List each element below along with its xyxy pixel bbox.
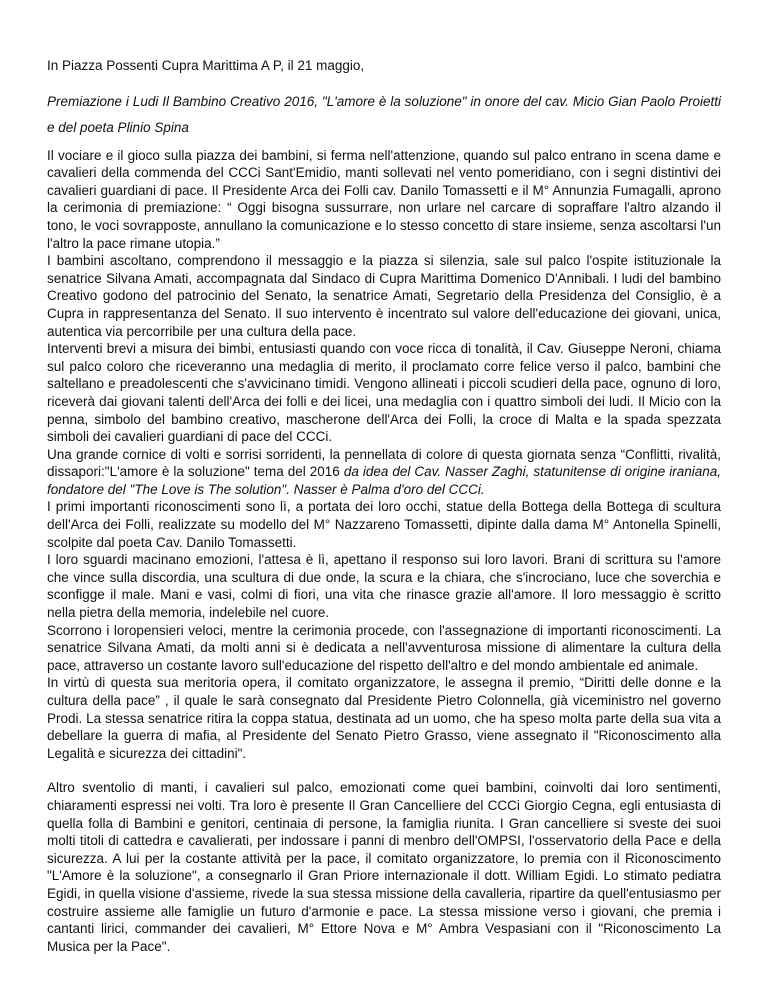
paragraph-3: Interventi brevi a misura dei bimbi, entusiasti quando con voce ricca di tonalità, il Cav. Giuseppe Neroni, chiama sul palco coloro che riceveranno una medaglia di merito, il proclamato corre felice verso il palco, bambini che saltellano e preadolescenti che s'avvicinano timidi. Vengono allineati i piccoli scudieri della pace, ognuno di loro, riceverà dai giovani talenti dell'Arca dei folli e dei licei, una medaglia con i quattro simboli dei ludi. Il Micio con la penna, simbolo del bambino creativo, mascherone dell'Arca dei Folli, la croce di Malta e la spada spezzata simboli dei cavalieri guardiani di pace del CCCi. bbox=[47, 341, 721, 445]
paragraph-8: In virtù di questa sua meritoria opera, il comitato organizzatore, le assegna il premio, “Diritti delle donne e la cultura della pace” , il quale le sarà consegnato dal Presidente Pietro Colonnella, già viceministro nel governo Prodi. La stessa senatrice ritira la coppa statua, destinata ad un uomo, che ha speso molta parte della sua vita a debellare la guerra di mafia, al Presidente del Senato Pietro Grasso, viene assegnato il "Riconoscimento alla Legalità e sicurezza dei cittadini". bbox=[47, 675, 721, 761]
paragraph-6: I loro sguardi macinano emozioni, l'attesa è lì, apettano il responso sui loro lavori. Brani di scrittura su l'amore che vince sulla discordia, una scultura di due onde, la scura e la chiara, che s'incrociano, luce che soverchia e sconfigge il male. Mani e vasi, colmi di fiori, una vita che rinasce grazie all'amore. Il loro messaggio è scritto nella pietra della memoria, indelebile nel cuore. bbox=[47, 552, 721, 621]
paragraph-2: I bambini ascoltano, comprendono il messaggio e la piazza si silenzia, sale sul palco l'ospite istituzionale la senatrice Silvana Amati, accompagnata dal Sindaco di Cupra Marittima Domenico D'Annibali. I ludi del bambino Creativo godono del patrocinio del Senato, la senatrice Amati, Segretario della Presidenza del Consiglio, è a Cupra in rappresentanza del Senato. Il suo intervento è incentrato sul valore dell'educazione dei giovani, unica, autentica via percorribile per una cultura della pace. bbox=[47, 253, 721, 339]
paragraph-5: I primi importanti riconoscimenti sono lì, a portata dei loro occhi, statue della Bottega della Bottega di scultura dell'Arca dei Folli, realizzate su modello del M° Nazzareno Tomassetti, dipinte dalla dama M° Antonella Spinelli, scolpite dal poeta Cav. Danilo Tomassetti. bbox=[47, 499, 721, 550]
paragraph-4-italic: da idea del Cav. Nasser Zaghi, statunitense di origine iraniana, fondatore del "The Love is The solution". Nasser è Palma d'oro del CCCi. bbox=[47, 464, 721, 497]
paragraph-9: Altro sventolio di manti, i cavalieri sul palco, emozionati come quei bambini, coinvolti dai loro sentimenti, chiaramenti espressi nei volti. Tra loro è presente Il Gran Cancelliere del CCCi Giorgio Cegna, egli entusiasta di quella folla di Bambini e genitori, centinaia di persone, la famiglia riunita. I Gran cancelliere si sveste dei suoi molti titoli di cattedra e cavalierati, per indossare i panni di menbro dell'OMPSI, l'osservatorio della Pace e della sicurezza. A lui per la costante attività per la pace, il comitato organizzatore, lo premia con il Riconoscimento "L'Amore è la soluzione", a consegnarlo il Gran Priore internazionale il dott. William Egidi. Lo stimato pediatra Egidi, in quella visione d'assieme, rivede la sua stessa missione della cavalleria, ripartire da quell'entusiasmo per costruire assieme alle famiglie un futuro d'armonie e pace. La stessa missione verso i giovani, che premia i cantanti lirici, commander dei cavalieri, M° Ettore Nova e M° Ambra Vespasiani con il "Riconoscimento La Musica per la Pace". bbox=[47, 780, 721, 954]
paragraph-4 bbox=[47, 446, 721, 499]
article-title: Premiazione i Ludi Il Bambino Creativo 2016, "L'amore è la soluzione" in onore del cav. Micio Gian Paolo Proietti e del poeta Plinio Spina bbox=[47, 93, 721, 135]
paragraph-7: Scorrono i loropensieri veloci, mentre la cerimonia procede, con l'assegnazione di importanti riconoscimenti. La senatrice Silvana Amati, da molti anni si è dedicata a nell'avventurosa missione di alimentare la cultura della pace, attraverso un costante lavoro sull'educazione del rispetto dell'altro e del mondo ambientale ed animale. bbox=[47, 622, 721, 673]
place-date-line: In Piazza Possenti Cupra Marittima A P, il 21 maggio, bbox=[47, 58, 365, 73]
paragraph-4-text: Una grande cornice di volti e sorrisi sorridenti, la pennellata di colore di questa giornata senza “Conflitti, rivalità, dissapori:"L'amore è la soluzione" tema del 2016 bbox=[47, 446, 721, 480]
paragraph-1: Il vociare e il gioco sulla piazza dei bambini, si ferma nell'attenzione, quando sul palco entrano in scena dame e cavalieri della commenda del CCCi Sant'Emidio, manti sollevati nel vento pomeridiano, con i segni distintivi dei cavalieri guardiani di pace. Il Presidente Arca dei Folli cav. Danilo Tomassetti e il M° Annunzia Fumagalli, aprono la cerimonia di premiazione: “ Oggi bisogna sussurrare, non urlare nel carcare di sopraffare l'altro alzando il tono, le voci sovrapposte, annullano la comunicazione e lo stesso concetto di stare insieme, senza ascoltarsi l'un l'altro la pace rimane utopia.” bbox=[47, 147, 721, 251]
